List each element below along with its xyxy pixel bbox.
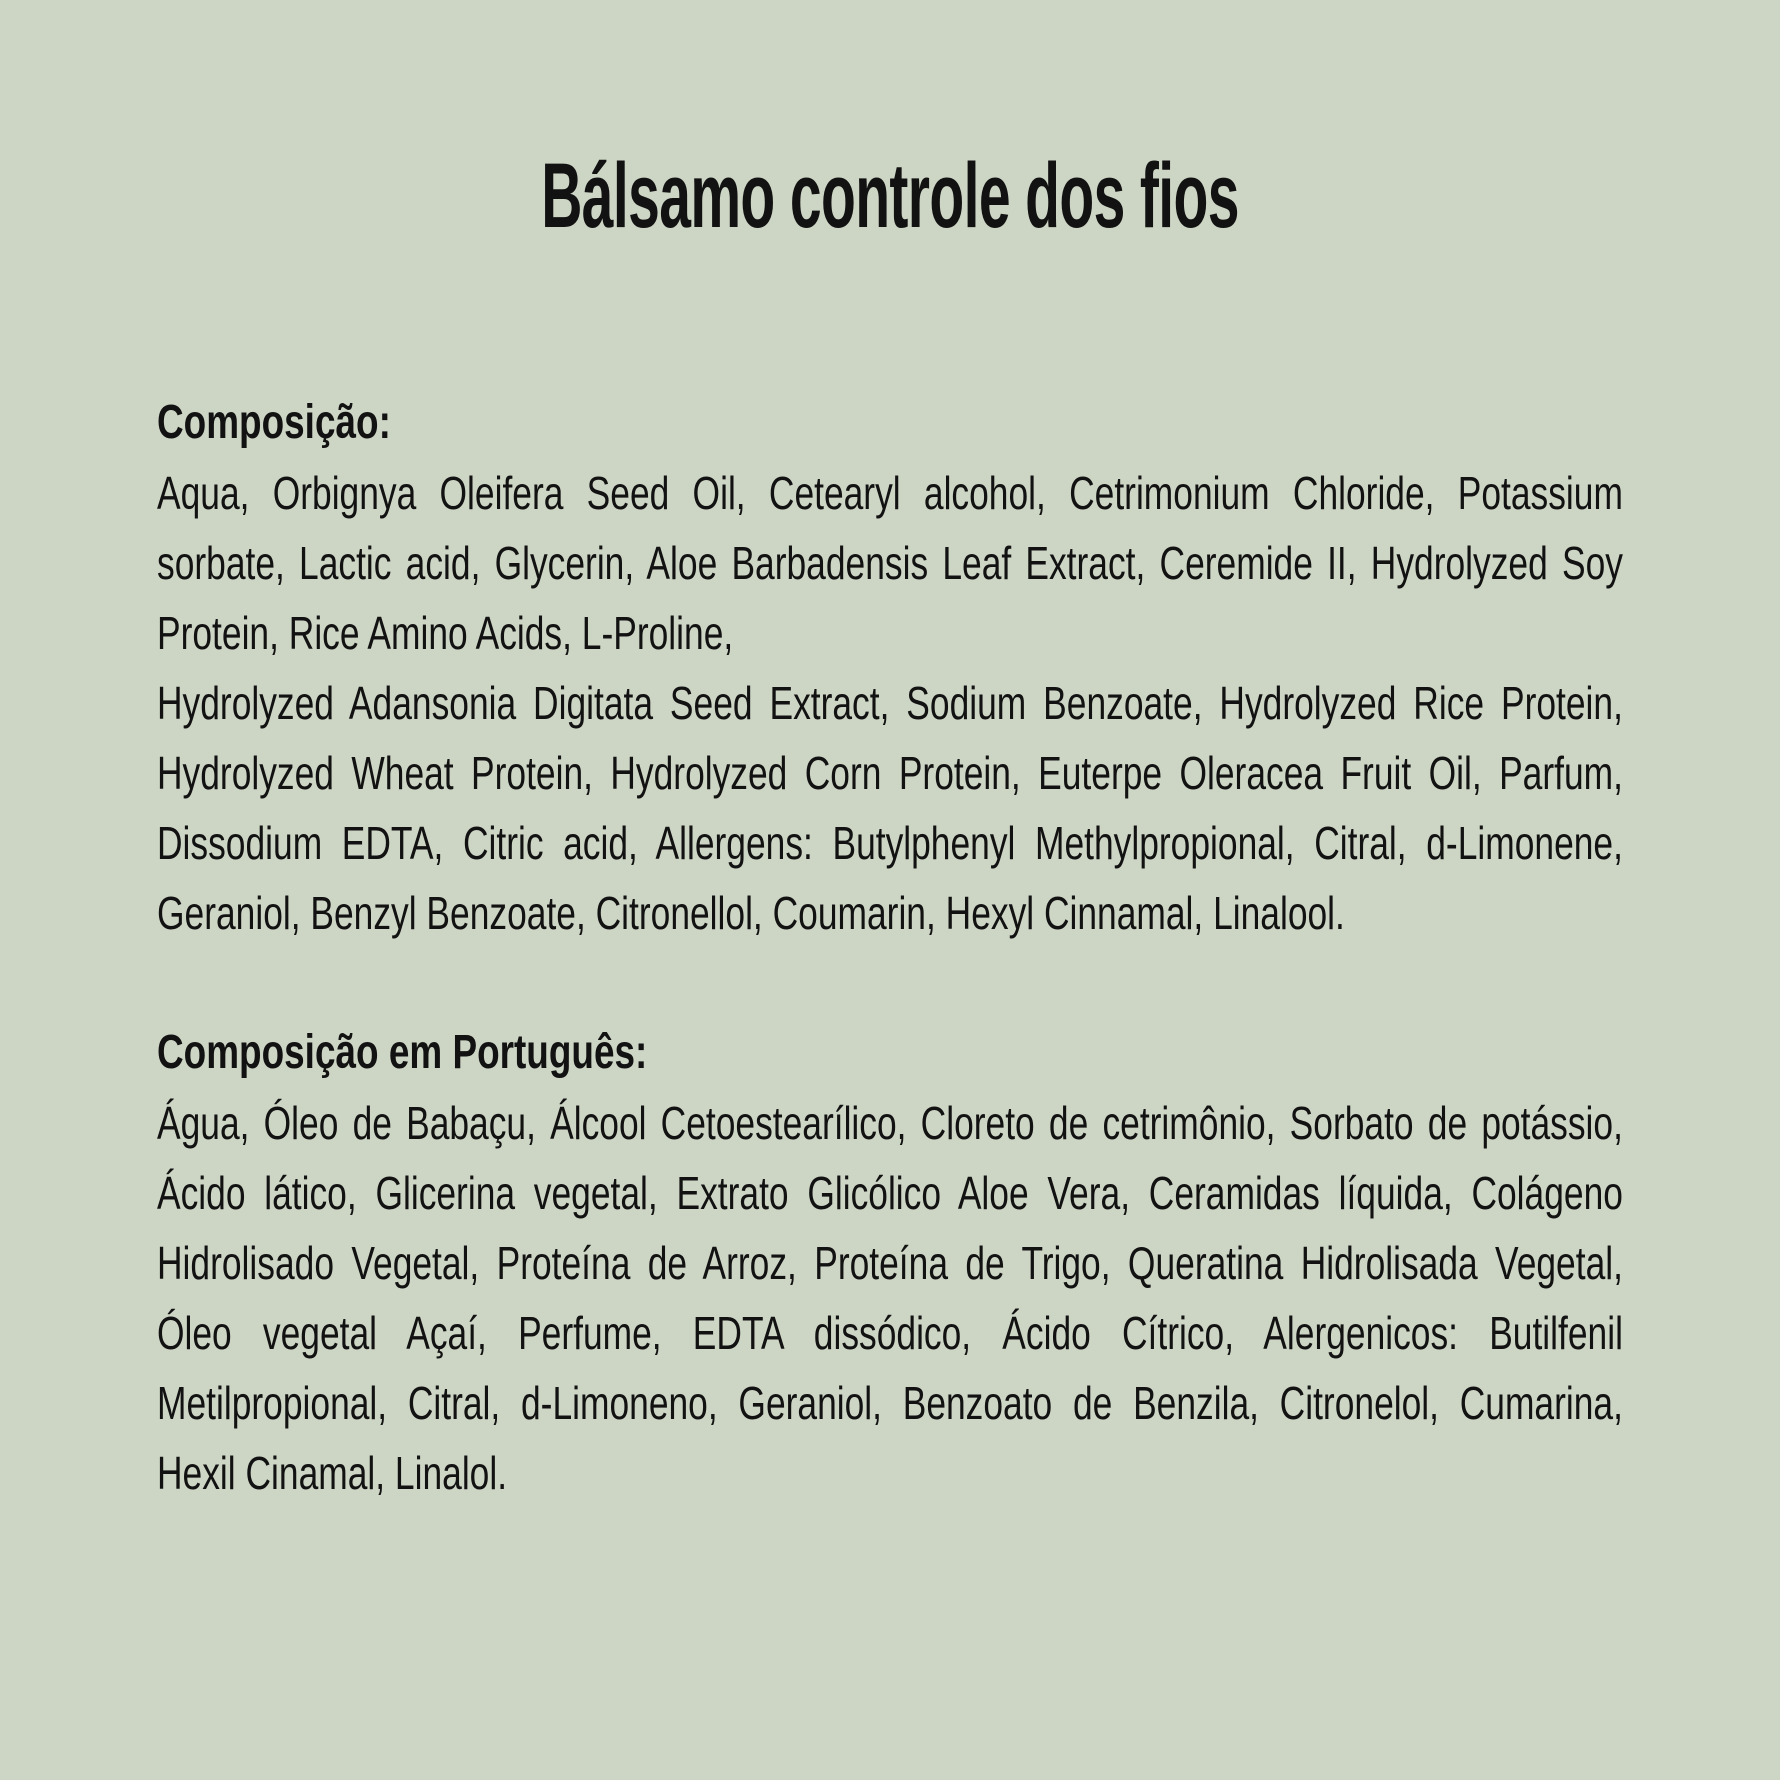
composition-heading: Composição: bbox=[157, 396, 391, 449]
section-composition-inci bbox=[157, 388, 1623, 948]
ingredients-paragraph-inci-1: Aqua, Orbignya Oleifera Seed Oil, Cetearyl alcohol, Cetrimonium Chloride, Potassium sorbate, Lactic acid, Glycerin, Aloe Barbadensis Leaf Extract, Ceremide II, Hydrolyzed Soy Protein, Rice Amino Acids, L-Proline, bbox=[157, 467, 1623, 659]
composition-portuguese-heading: Composição em Português: bbox=[157, 1026, 648, 1079]
section-composition-portuguese bbox=[157, 1018, 1623, 1508]
ingredients-paragraph-portuguese: Água, Óleo de Babaçu, Álcool Cetoestearílico, Cloreto de cetrimônio, Sorbato de potássio, Ácido lático, Glicerina vegetal, Extrato Glicólico Aloe Vera, Ceramidas líquida, Colágeno Hidrolisado Vegetal, Proteína de Arroz, Proteína de Trigo, Queratina Hidrolisada Vegetal, Óleo vegetal Açaí, Perfume, EDTA dissódico, Ácido Cítrico, Alergenicos: Butilfenil Metilpropional, Citral, d-Limoneno, Geraniol, Benzoato de Benzila, Citronelol, Cumarina, Hexil Cinamal, Linalol. bbox=[157, 1097, 1623, 1499]
ingredients-paragraph-inci-2: Hydrolyzed Adansonia Digitata Seed Extract, Sodium Benzoate, Hydrolyzed Rice Protein, Hydrolyzed Wheat Protein, Hydrolyzed Corn Protein, Euterpe Oleracea Fruit Oil, Parfum, Dissodium EDTA, Citric acid, Allergens: Butylphenyl Methylpropional, Citral, d-Limonene, Geraniol, Benzyl Benzoate, Citronellol, Coumarin, Hexyl Cinnamal, Linalool. bbox=[157, 677, 1623, 939]
label-body bbox=[157, 388, 1623, 1508]
product-title: Bálsamo controle dos fios bbox=[541, 145, 1239, 247]
